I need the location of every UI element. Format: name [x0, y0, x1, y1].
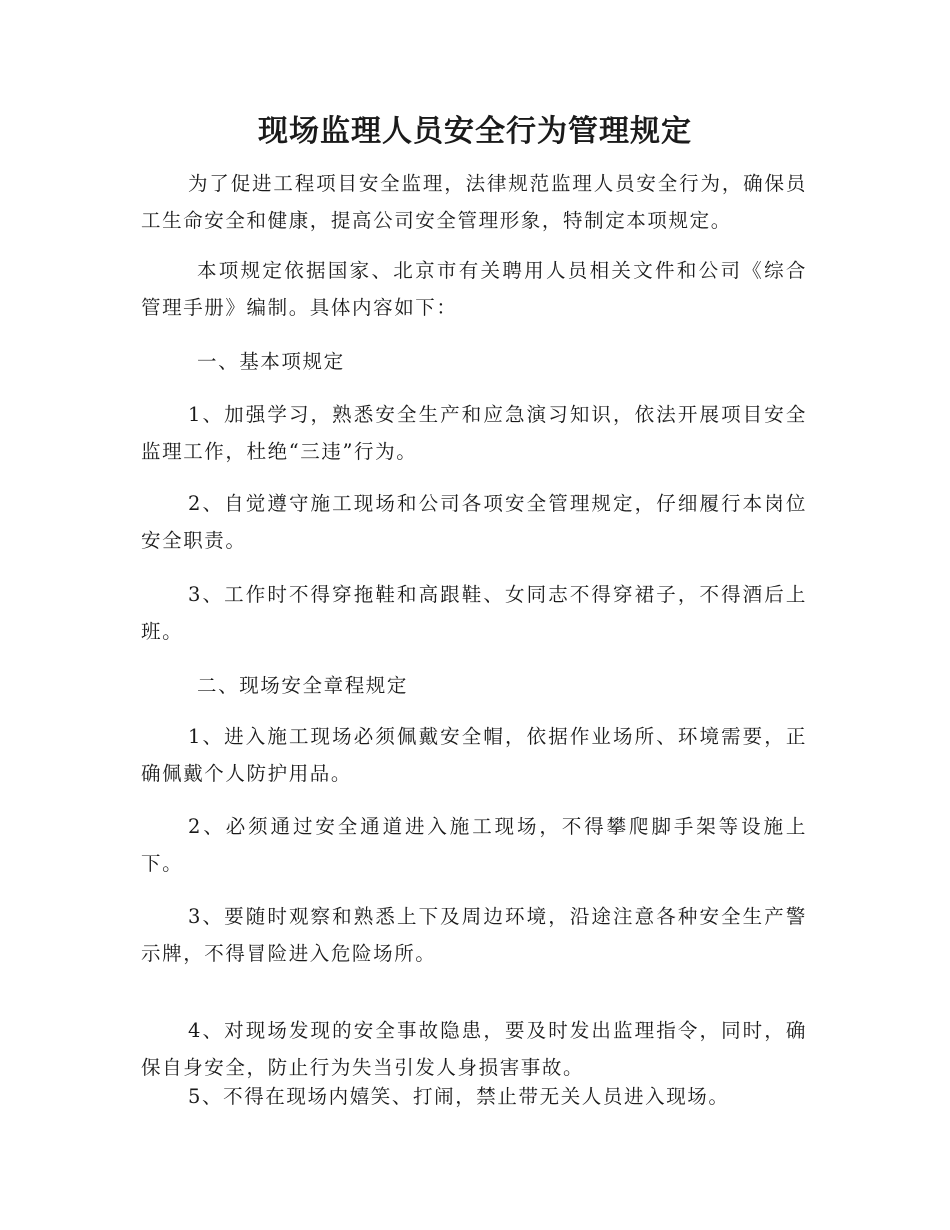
section-1-item-2: 2、自觉遵守施工现场和公司各项安全管理规定，仔细履行本岗位安全职责。 [141, 492, 807, 552]
section-2-item-3: 3、要随时观察和熟悉上下及周边环境，沿途注意各种安全生产警示牌，不得冒险进入危险场所。 [141, 905, 807, 965]
section-2-heading: 二、现场安全章程规定 [197, 674, 409, 697]
document-title: 现场监理人员安全行为管理规定 [258, 114, 692, 149]
section-1-item-1: 1、加强学习，熟悉安全生产和应急演习知识，依法开展项目安全监理工作，杜绝“三违”行为。 [141, 403, 807, 463]
section-2-item-5: 5、不得在现场内嬉笑、打闹，禁止带无关人员进入现场。 [188, 1085, 730, 1108]
intro-paragraph-2: 本项规定依据国家、北京市有关聘用人员相关文件和公司《综合管理手册》编制。具体内容如下： [141, 259, 807, 319]
section-2-item-4: 4、对现场发现的安全事故隐患，要及时发出监理指令，同时，确保自身安全，防止行为失当引发人身损害事故。 [141, 1019, 807, 1079]
section-2-item-1: 1、进入施工现场必须佩戴安全帽，依据作业场所、环境需要，正确佩戴个人防护用品。 [141, 725, 807, 785]
intro-paragraph-1: 为了促进工程项目安全监理，法律规范监理人员安全行为，确保员工生命安全和健康，提高公司安全管理形象，特制定本项规定。 [141, 172, 807, 232]
section-1-heading: 一、基本项规定 [197, 350, 345, 373]
section-1-item-3: 3、工作时不得穿拖鞋和高跟鞋、女同志不得穿裙子，不得酒后上班。 [141, 583, 807, 643]
section-2-item-2: 2、必须通过安全通道进入施工现场，不得攀爬脚手架等设施上下。 [141, 815, 807, 875]
